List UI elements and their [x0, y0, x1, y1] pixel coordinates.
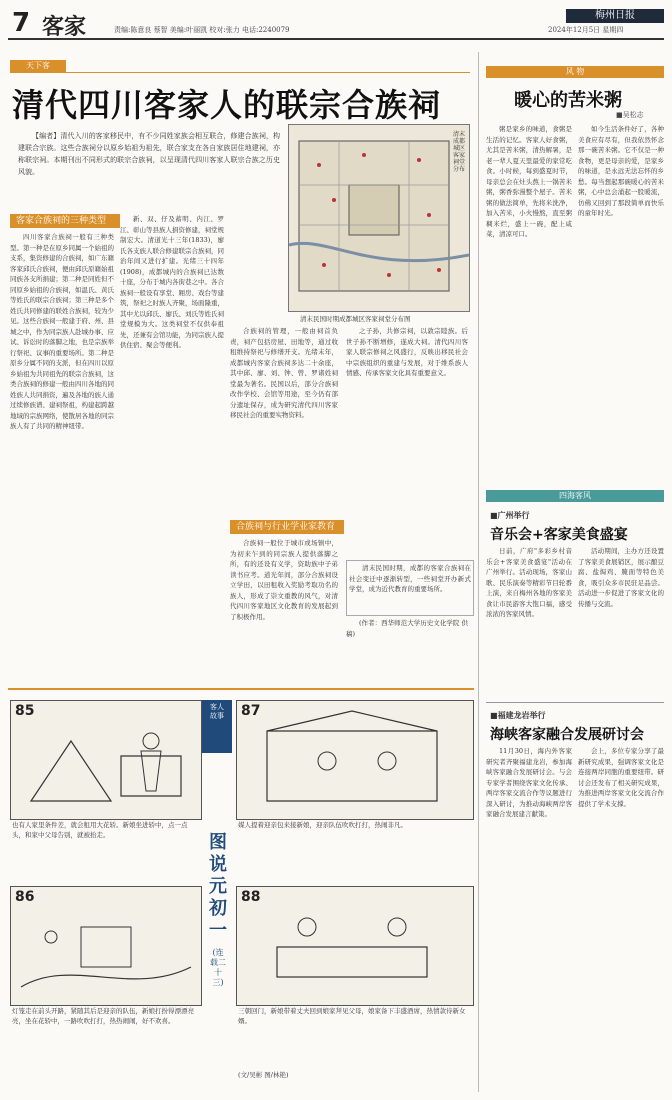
essay-col-2: 如今生活条件好了，各种美食应有尽有，但我依然怀念那一碗苦米粥。它不仅是一种食物，更是母亲的爱，是家乡的味道，是永远无法忘怀的乡愁。每当想起那碗暖心的苦米粥，心中总会涌起一股暖流，仿佛又回到了那段简单而快乐的童年时光。	[578, 125, 664, 217]
comic-panel-86	[10, 886, 202, 1006]
news-divider	[486, 702, 664, 703]
news1-title: 音乐会+客家美食盛宴	[490, 527, 628, 543]
comic-caption-85: 也有人家里条件差，就会租用大花轿。新娘坐进轿中，点一点头，和家中父母告别，就被抬走。	[12, 821, 188, 839]
comic-top-rule	[8, 688, 474, 690]
comic-caption-87: 媒人提着迎亲包来接新娘，迎亲队伍吹吹打打，热闹非凡。	[238, 821, 407, 829]
essay-author: ■吴松志	[616, 111, 644, 119]
article-col-1: 四川客家合族祠一般有三种类型。第一种是在原乡同属一个始祖的支系，集资修建的合族祠，如广东籍客家邱氏合族祠，便由邱氏原籍始祖同族各支所捐建；第二种是同姓但不同原乡始祖的合族祠，如温氏、黄氏等姓氏的联宗合族祠；第三种是多个姓氏共同修建的联姓合族祠，较为少见。这些合族祠一般建于府、州、县城之中，作为同宗族人赴城办事、应试、诉讼时的落脚之地，也是宗族举行祭祀、议事的重要场所。第二种是原乡分属不同的支派，但在四川以原乡始祖为共同祖先的联宗合族祠，这类合族祠的修建一般由四川各地的同姓族人共同捐资，遍及各地的族人通过续修族谱、建祠祭祖，构建起跨越地域的宗族网络，使散居各地的同宗族人有了共同的精神纽带。	[10, 233, 114, 430]
section-tag-fengwu: 风 物	[486, 66, 664, 78]
comic-panel-88	[236, 886, 474, 1006]
article-col-3: 合族祠的管理，一般由祠首负责，祠产包括房屋、田地等，通过收租维持祭祀与修缮开支。光绪末年，成都城内客家合族祠多达二十余座，其中邱、廖、刘、钟、曾、罗诸姓祠堂最为著名。民国以后，部分合族祠改作学校、会馆等用途，至今仍有部分遗址保存，成为研究清代四川客家移民社会的重要实物资料。	[230, 327, 338, 419]
news2-col-2: 会上，多位专家分享了最新研究成果，强调客家文化是连接两岸同胞的重要纽带。研讨会还发布了相关研究成果，为推进两岸客家文化交流合作提供了学术支撑。	[578, 747, 664, 808]
section-tag-sihai: 四海客风	[486, 490, 664, 502]
map-caption: 清末民国时期成都城区客家祠堂分布图	[300, 315, 411, 323]
article-col-4: 之子孙，共修宗祠，以敦宗睦族。后世子孙不断增修，遂成大祠。清代四川客家人联宗修祠之风盛行，反映出移民社会中宗族组织的重建与发展，对于维系族人情感、传承客家文化具有重要意义。	[346, 327, 468, 377]
column-divider	[478, 52, 479, 1092]
map-illustration	[289, 125, 469, 311]
article-sidebar: 清末民国时期，成都的客家合族祠在社会变迁中逐渐转型，一些祠堂开办新式学堂，成为近代教育的重要场所。	[346, 560, 474, 616]
comic-caption-88: 三朝回门，新娘带着丈夫回到娘家拜见父母，娘家备下丰盛酒席，热情款待新女婿。	[238, 1007, 466, 1025]
wedding-illustration	[11, 701, 201, 819]
article-title: 清代四川客家人的联宗合族祠	[12, 86, 442, 124]
comic-credit: (文/吴彬 图/林艳)	[238, 1071, 289, 1079]
newspaper-logo	[566, 9, 664, 23]
panel-number: 86	[15, 889, 35, 905]
section-tag-tianxiake: 天下客	[10, 60, 66, 72]
map-inner-title: 清末成都城区客家祠堂分布	[453, 131, 466, 173]
panel-number: 88	[241, 889, 261, 905]
newspaper-name: 梅州日报	[595, 10, 635, 21]
news2-title: 海峡客家融合发展研讨会	[490, 727, 644, 743]
news2-kicker: ■福建龙岩举行	[490, 711, 546, 720]
comic-caption-86: 灯笼走在前头开路，紧随其后是迎亲的队伍，新娘打扮得漂漂亮亮，坐在花轿中，一路吹吹打打，热热闹闹，好不欢喜。	[12, 1007, 194, 1025]
news2-col-1: 11月30日，海内外客家研究者齐聚福建龙岩，参加海峡客家融合发展研讨会。与会专家学者围绕客家文化传承、两岸客家交流合作等议题进行深入研讨，为推动海峡两岸客家融合发展建言献策。	[486, 747, 572, 818]
inner-city	[349, 185, 399, 235]
comic-tag: 客人故事	[210, 703, 224, 720]
article-byline: (作者：西华师范大学历史文化学院 供稿)	[346, 619, 468, 638]
panel-number: 85	[15, 703, 35, 719]
issue-date: 2024年12月5日 星期四	[548, 26, 624, 34]
comic-series-badge	[202, 700, 232, 753]
comic-panel-87	[236, 700, 474, 820]
staff-line: 责编:陈意良 蔡智 美编:叶丽凯 校对:张力 电话:2240079	[114, 26, 290, 34]
article-col-5: 合族祠一般位于城市或场镇中，为初来乍到的同宗族人提供落脚之所，有的还设有义学，资助族中子弟读书应考。道光年间，部分合族祠设立学田，以田租收入奖励考取功名的族人，形成了崇文重教的风气，对清代四川客家地区文化教育的发展起到了积极作用。	[230, 539, 338, 621]
news1-col-2: 活动期间，主办方还设置了客家美食展销区，展示酿豆腐、盐焗鸡、腌面等特色美食，吸引众多市民驻足品尝。活动进一步促进了客家文化的传播与交流。	[578, 547, 664, 608]
wedding-illustration	[237, 887, 473, 1005]
wedding-illustration	[237, 701, 473, 819]
article-col-2: 新、双、仔及蓄明、内江、罗江、彰山等县族人捐资修建，祠堂规制宏大。清道光十三年(1833)，廖氏各支族人联合修建联宗合族祠，同治年间又进行扩建。光绪三十四年(1908)，成都城内的合族祠已达数十座，分布于城内各街巷之中。各合族祠一般设有享堂、厢房、戏台等建筑，祭祀之时族人齐聚，场面隆重，其中尤以邱氏、廖氏、刘氏等姓氏祠堂规模为大。这类祠堂不仅供奉祖先，还兼有会馆功能，为同宗族人提供住宿、聚会等便利。	[120, 215, 224, 349]
comic-panel-85	[10, 700, 202, 820]
map-figure	[288, 124, 470, 312]
section-title: 客家	[42, 15, 87, 40]
comic-series-title: 图说元初一	[209, 832, 227, 941]
essay-col-1: 粥是家乡的味道，食粥是生活的记忆。客家人好食粥，尤其是苦米粥，清热解暑，是老一辈人夏天里最爱的家常吃食。小时候，每到盛夏时节，母亲总会在灶头熬上一锅苦米粥，粥香弥漫整个屋子。苦米粥的做法简单，先将米洗净，加入苦米，小火慢熬，直至粥稠米烂，盛上一碗，配上咸菜，清凉可口。	[486, 125, 572, 238]
panel-number: 87	[241, 703, 261, 719]
news1-kicker: ■广州举行	[490, 511, 530, 520]
comic-series-sub: (连载二十三)	[210, 948, 226, 987]
subhead-three-types: 客家合族祠的三种类型	[10, 214, 120, 228]
page-number: 7	[12, 8, 31, 38]
wedding-illustration	[11, 887, 201, 1005]
tag-underline	[10, 72, 470, 73]
news1-col-1: 日前，广府"多彩乡村音乐会+客家美食盛宴"活动在广州举行。活动现场，客家山歌、民乐演奏等精彩节目轮番上演，来自梅州各地的客家美食让市民游客大饱口福，感受浓浓的客家风情。	[486, 547, 572, 618]
page-header	[8, 6, 664, 40]
essay-title: 暖心的苦米粥	[514, 90, 622, 111]
article-lead: 【编者】清代入川的客家移民中，有不少同姓家族会相互联合，修建合族祠，构建联合宗族。这些合族祠分以原乡始祖为祖先，联合家支在各自家族居住地建祠，亦称联宗祠。本期刊出不同形式的联宗合族祠，以呈现清代四川客家人联宗合族之历史风貌。	[18, 132, 280, 176]
subhead-education: 合族祠与行业学业家教育	[230, 520, 344, 534]
